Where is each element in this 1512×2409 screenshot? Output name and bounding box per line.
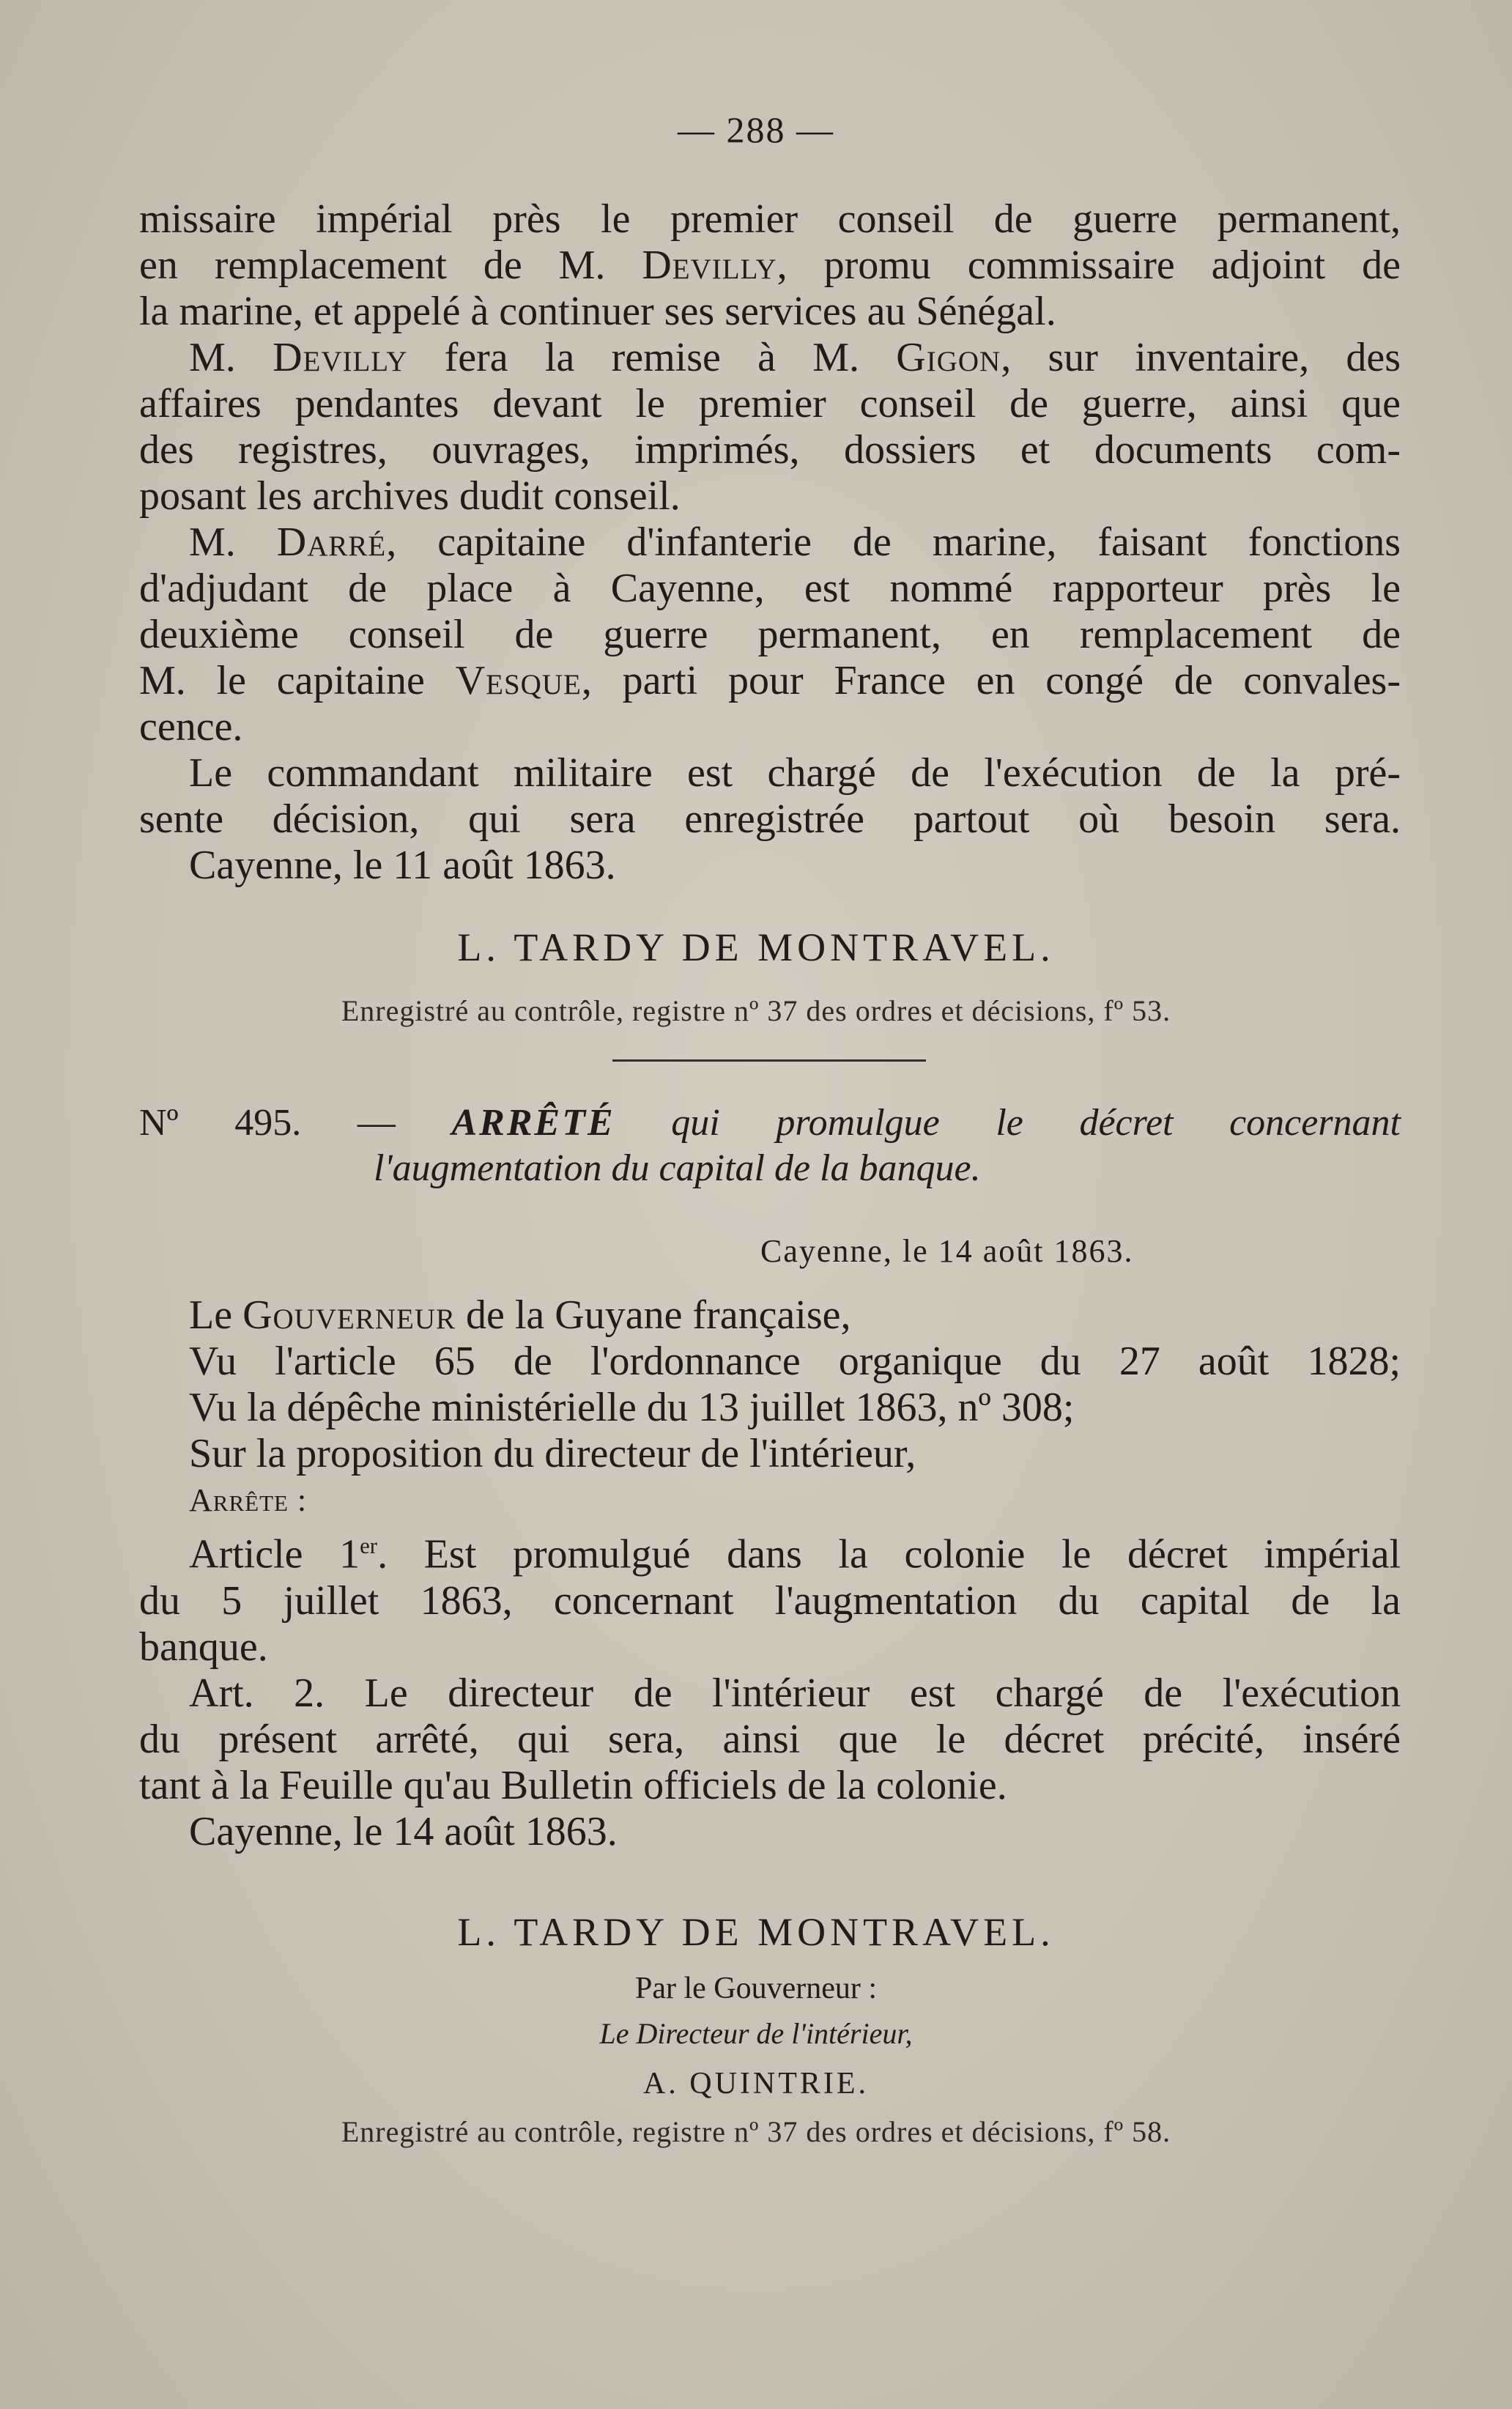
text-line: du 5 juillet 1863, concernant l'augmentation du capital de la [139,1577,1401,1624]
registry-note: Enregistré au contrôle, registre nº 37 des ordres et décisions, fº 58. [341,2115,1171,2148]
text-line: M. Darré, capitaine d'infanterie de marine, faisant fonctions [189,519,1401,565]
page-number: — 288 — [678,109,834,150]
text-line: Cayenne, le 14 août 1863. [189,1808,618,1854]
text-line: deuxième conseil de guerre permanent, en remplacement de [139,612,1401,657]
signature: L. TARDY DE MONTRAVEL. [457,1910,1055,1954]
text-line: Vu l'article 65 de l'ordonnance organique du 27 août 1828; [189,1339,1401,1384]
text-line: Art. 2. Le directeur de l'intérieur est chargé de l'exécution [189,1670,1401,1716]
arrete-text [139,1292,1401,1855]
text-line: M. le capitaine Vesque, parti pour France en congé de convales- [139,658,1401,703]
dash: — [357,1102,396,1144]
text-line: M. Devilly fera la remise à M. Gigon, sur inventaire, des [189,335,1401,380]
text-line: Arrête : [189,1482,308,1518]
text-line: posant les archives dudit conseil. [139,473,681,519]
arrete-title-line2: l'augmentation du capital de la banque. [374,1147,981,1189]
text-line: Article 1er. Est promulgué dans la colonie le décret impérial [189,1531,1401,1577]
text-line: sente décision, qui sera enregistrée partout où besoin sera. [139,796,1401,842]
text-line: Le Gouverneur de la Guyane française, [189,1292,851,1338]
text-line: banque. [139,1624,268,1670]
text-line: en remplacement de M. Devilly, promu commissaire adjoint de [139,243,1401,288]
text-line: d'adjudant de place à Cayenne, est nommé rapporteur près le [139,566,1401,611]
directeur-title: Le Directeur de l'intérieur, [599,2017,913,2050]
arrete-heading [139,1100,1401,1191]
arrete-keyword: ARRÊTÉ [451,1102,615,1144]
par-le-gouverneur: Par le Gouverneur : [634,1972,878,2005]
registry-note: Enregistré au contrôle, registre nº 37 des ordres et décisions, fº 53. [341,994,1171,1027]
directeur-name: A. QUINTRIE. [642,2067,870,2101]
section-divider [612,1059,926,1062]
dateline: Cayenne, le 14 août 1863. [760,1233,1134,1269]
text-line: Sur la proposition du directeur de l'intérieur, [189,1431,916,1476]
text-line: tant à la Feuille qu'au Bulletin officiels de la colonie. [139,1762,1007,1808]
arrete-title-line1: qui promulgue le décret concernant [671,1102,1401,1144]
text-line: affaires pendantes devant le premier conseil de guerre, ainsi que [139,381,1401,426]
text-line: des registres, ouvrages, imprimés, dossiers et documents com- [139,427,1401,473]
text-line: missaire impérial près le premier conseil de guerre permanent, [139,196,1401,242]
arrete-number: Nº 495. [139,1102,302,1144]
text-line: Cayenne, le 11 août 1863. [189,843,616,888]
text-line: Le commandant militaire est chargé de l'exécution de la pré- [189,750,1401,796]
text-line: Vu la dépêche ministérielle du 13 juillet 1863, nº 308; [189,1385,1075,1430]
decision-text [139,196,1401,889]
text-line: cence. [139,704,243,750]
signature: L. TARDY DE MONTRAVEL. [457,925,1055,969]
text-line: du présent arrêté, qui sera, ainsi que le décret précité, inséré [139,1716,1401,1762]
text-line: la marine, et appelé à continuer ses services au Sénégal. [139,289,1056,334]
